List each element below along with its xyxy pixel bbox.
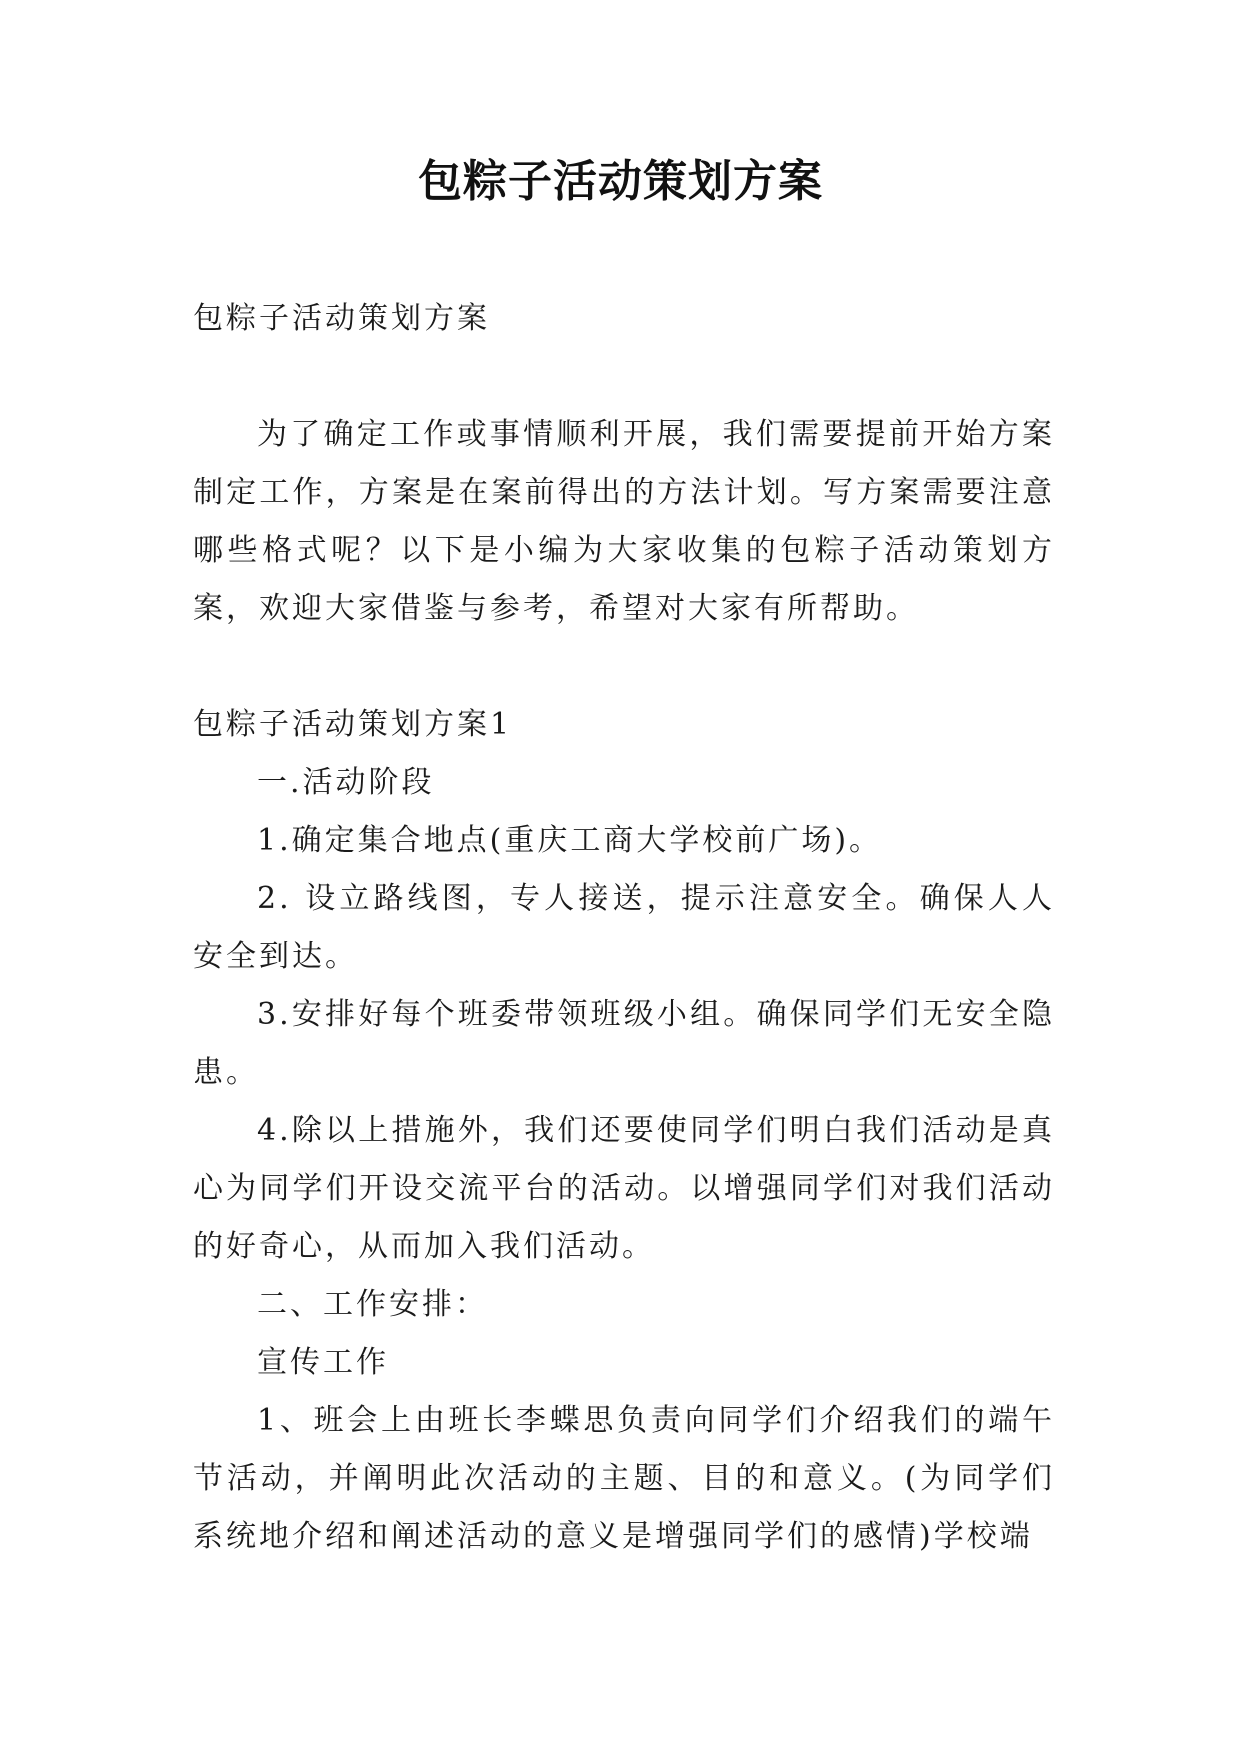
document-title: 包粽子活动策划方案 <box>418 156 823 207</box>
intro-paragraph: 为了确定工作或事情顺利开展，我们需要提前开始方案制定工作，方案是在案前得出的方法计划。写方案需要注意哪些格式呢？以下是小编为大家收集的包粽子活动策划方案，欢迎大家借鉴与参考，希望对大家有所帮助。 <box>193 417 1055 626</box>
part1-heading: 一.活动阶段 <box>257 765 435 800</box>
list-item: 1.确定集合地点(重庆工商大学校前广场)。 <box>257 823 883 858</box>
list-item: 4.除以上措施外，我们还要使同学们明白我们活动是真心为同学们开设交流平台的活动。以增强同学们对我们活动的好奇心，从而加入我们活动。 <box>193 1113 1055 1264</box>
document-body <box>193 290 1055 1566</box>
list-item: 3.安排好每个班委带领班级小组。确保同学们无安全隐患。 <box>193 997 1055 1090</box>
list-item: 1、班会上由班长李蝶思负责向同学们介绍我们的端午节活动，并阐明此次活动的主题、目的和意义。(为同学们系统地介绍和阐述活动的意义是增强同学们的感情)学校端 <box>193 1403 1055 1554</box>
publicity-heading: 宣传工作 <box>257 1345 389 1380</box>
list-item: 2. 设立路线图，专人接送，提示注意安全。确保人人安全到达。 <box>193 881 1055 974</box>
part2-heading: 二、工作安排： <box>257 1287 488 1322</box>
document-subtitle: 包粽子活动策划方案 <box>193 301 490 336</box>
section-heading: 包粽子活动策划方案1 <box>193 707 513 742</box>
